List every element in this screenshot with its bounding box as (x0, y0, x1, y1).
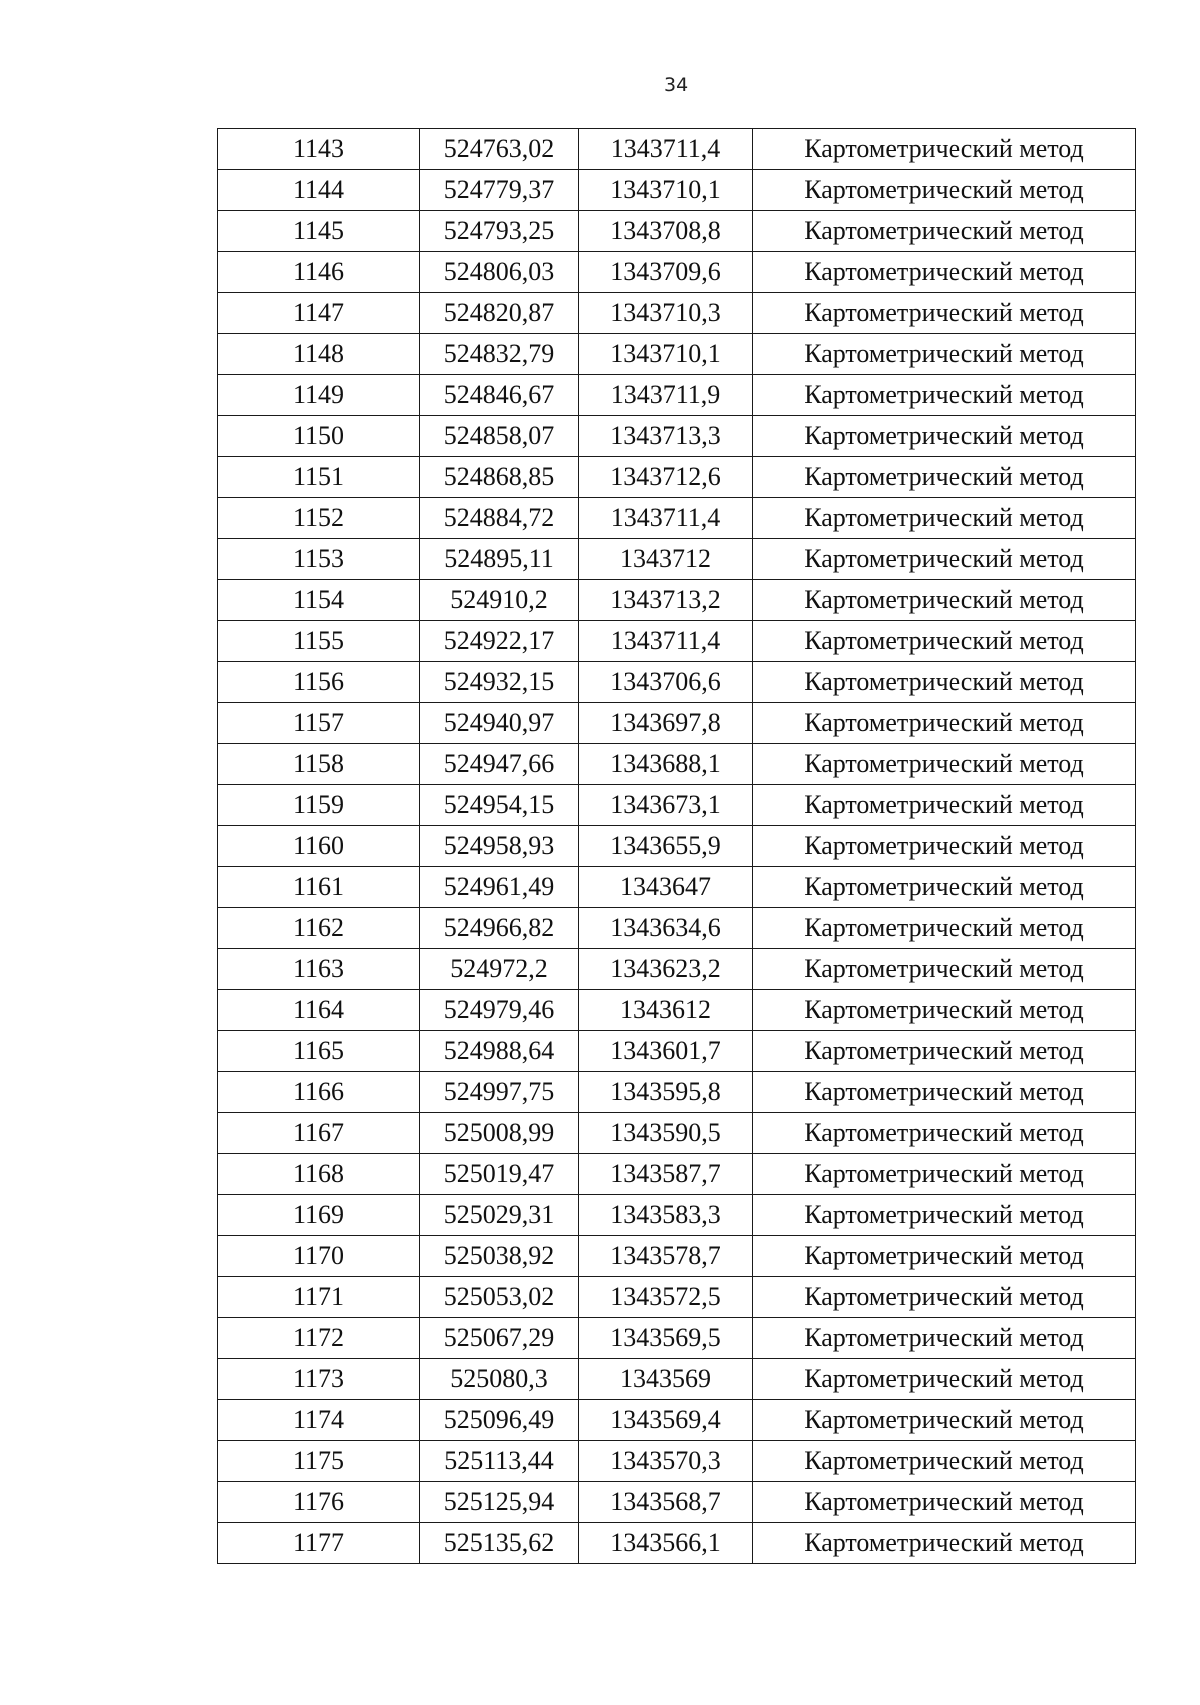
point-number-cell: 1172 (218, 1318, 420, 1359)
y-coordinate-cell: 1343706,6 (579, 662, 753, 703)
table-row (218, 457, 1136, 498)
x-coordinate-cell: 525038,92 (420, 1236, 579, 1277)
table-row (218, 1154, 1136, 1195)
x-coordinate-cell: 524947,66 (420, 744, 579, 785)
table-row (218, 252, 1136, 293)
y-coordinate-cell: 1343578,7 (579, 1236, 753, 1277)
point-number-cell: 1160 (218, 826, 420, 867)
method-cell: Картометрический метод (753, 908, 1136, 949)
coordinates-table (217, 128, 1136, 1564)
point-number-cell: 1168 (218, 1154, 420, 1195)
x-coordinate-cell: 524806,03 (420, 252, 579, 293)
x-coordinate-cell: 524997,75 (420, 1072, 579, 1113)
y-coordinate-cell: 1343710,1 (579, 170, 753, 211)
method-cell: Картометрический метод (753, 1031, 1136, 1072)
method-cell: Картометрический метод (753, 416, 1136, 457)
method-cell: Картометрический метод (753, 211, 1136, 252)
point-number-cell: 1144 (218, 170, 420, 211)
method-cell: Картометрический метод (753, 334, 1136, 375)
x-coordinate-cell: 525067,29 (420, 1318, 579, 1359)
point-number-cell: 1162 (218, 908, 420, 949)
y-coordinate-cell: 1343710,1 (579, 334, 753, 375)
y-coordinate-cell: 1343710,3 (579, 293, 753, 334)
x-coordinate-cell: 524954,15 (420, 785, 579, 826)
x-coordinate-cell: 524895,11 (420, 539, 579, 580)
table-row (218, 908, 1136, 949)
table-row (218, 1072, 1136, 1113)
method-cell: Картометрический метод (753, 662, 1136, 703)
y-coordinate-cell: 1343566,1 (579, 1523, 753, 1564)
method-cell: Картометрический метод (753, 1400, 1136, 1441)
y-coordinate-cell: 1343587,7 (579, 1154, 753, 1195)
table-row (218, 826, 1136, 867)
table-row (218, 1195, 1136, 1236)
table-row (218, 293, 1136, 334)
point-number-cell: 1157 (218, 703, 420, 744)
point-number-cell: 1165 (218, 1031, 420, 1072)
point-number-cell: 1156 (218, 662, 420, 703)
x-coordinate-cell: 524793,25 (420, 211, 579, 252)
y-coordinate-cell: 1343688,1 (579, 744, 753, 785)
x-coordinate-cell: 525029,31 (420, 1195, 579, 1236)
y-coordinate-cell: 1343601,7 (579, 1031, 753, 1072)
y-coordinate-cell: 1343569 (579, 1359, 753, 1400)
table-row (218, 744, 1136, 785)
method-cell: Картометрический метод (753, 498, 1136, 539)
y-coordinate-cell: 1343583,3 (579, 1195, 753, 1236)
method-cell: Картометрический метод (753, 457, 1136, 498)
point-number-cell: 1151 (218, 457, 420, 498)
y-coordinate-cell: 1343655,9 (579, 826, 753, 867)
method-cell: Картометрический метод (753, 1154, 1136, 1195)
x-coordinate-cell: 525096,49 (420, 1400, 579, 1441)
point-number-cell: 1150 (218, 416, 420, 457)
x-coordinate-cell: 525125,94 (420, 1482, 579, 1523)
method-cell: Картометрический метод (753, 1359, 1136, 1400)
point-number-cell: 1148 (218, 334, 420, 375)
point-number-cell: 1145 (218, 211, 420, 252)
table-row (218, 1277, 1136, 1318)
method-cell: Картометрический метод (753, 1195, 1136, 1236)
method-cell: Картометрический метод (753, 129, 1136, 170)
table-row (218, 1400, 1136, 1441)
y-coordinate-cell: 1343612 (579, 990, 753, 1031)
coordinates-table-body (218, 129, 1136, 1564)
table-row (218, 1482, 1136, 1523)
table-row (218, 1318, 1136, 1359)
y-coordinate-cell: 1343711,4 (579, 498, 753, 539)
method-cell: Картометрический метод (753, 1113, 1136, 1154)
x-coordinate-cell: 524868,85 (420, 457, 579, 498)
method-cell: Картометрический метод (753, 744, 1136, 785)
method-cell: Картометрический метод (753, 1318, 1136, 1359)
point-number-cell: 1163 (218, 949, 420, 990)
x-coordinate-cell: 525008,99 (420, 1113, 579, 1154)
table-row (218, 129, 1136, 170)
x-coordinate-cell: 525080,3 (420, 1359, 579, 1400)
y-coordinate-cell: 1343568,7 (579, 1482, 753, 1523)
point-number-cell: 1174 (218, 1400, 420, 1441)
point-number-cell: 1177 (218, 1523, 420, 1564)
x-coordinate-cell: 524932,15 (420, 662, 579, 703)
point-number-cell: 1175 (218, 1441, 420, 1482)
point-number-cell: 1155 (218, 621, 420, 662)
x-coordinate-cell: 524966,82 (420, 908, 579, 949)
x-coordinate-cell: 524988,64 (420, 1031, 579, 1072)
y-coordinate-cell: 1343711,4 (579, 621, 753, 662)
table-row (218, 170, 1136, 211)
point-number-cell: 1176 (218, 1482, 420, 1523)
point-number-cell: 1146 (218, 252, 420, 293)
y-coordinate-cell: 1343569,4 (579, 1400, 753, 1441)
y-coordinate-cell: 1343713,2 (579, 580, 753, 621)
table-row (218, 416, 1136, 457)
point-number-cell: 1143 (218, 129, 420, 170)
table-row (218, 1031, 1136, 1072)
y-coordinate-cell: 1343712 (579, 539, 753, 580)
y-coordinate-cell: 1343697,8 (579, 703, 753, 744)
method-cell: Картометрический метод (753, 293, 1136, 334)
table-row (218, 1113, 1136, 1154)
method-cell: Картометрический метод (753, 1482, 1136, 1523)
point-number-cell: 1154 (218, 580, 420, 621)
method-cell: Картометрический метод (753, 621, 1136, 662)
y-coordinate-cell: 1343572,5 (579, 1277, 753, 1318)
table-row (218, 662, 1136, 703)
y-coordinate-cell: 1343709,6 (579, 252, 753, 293)
point-number-cell: 1152 (218, 498, 420, 539)
method-cell: Картометрический метод (753, 1072, 1136, 1113)
point-number-cell: 1170 (218, 1236, 420, 1277)
point-number-cell: 1147 (218, 293, 420, 334)
method-cell: Картометрический метод (753, 867, 1136, 908)
y-coordinate-cell: 1343590,5 (579, 1113, 753, 1154)
table-row (218, 375, 1136, 416)
x-coordinate-cell: 524979,46 (420, 990, 579, 1031)
method-cell: Картометрический метод (753, 170, 1136, 211)
table-row (218, 1523, 1136, 1564)
method-cell: Картометрический метод (753, 826, 1136, 867)
x-coordinate-cell: 524961,49 (420, 867, 579, 908)
y-coordinate-cell: 1343712,6 (579, 457, 753, 498)
y-coordinate-cell: 1343713,3 (579, 416, 753, 457)
point-number-cell: 1158 (218, 744, 420, 785)
x-coordinate-cell: 524858,07 (420, 416, 579, 457)
point-number-cell: 1159 (218, 785, 420, 826)
y-coordinate-cell: 1343711,9 (579, 375, 753, 416)
x-coordinate-cell: 524972,2 (420, 949, 579, 990)
y-coordinate-cell: 1343569,5 (579, 1318, 753, 1359)
y-coordinate-cell: 1343711,4 (579, 129, 753, 170)
y-coordinate-cell: 1343708,8 (579, 211, 753, 252)
x-coordinate-cell: 524846,67 (420, 375, 579, 416)
x-coordinate-cell: 524763,02 (420, 129, 579, 170)
point-number-cell: 1171 (218, 1277, 420, 1318)
x-coordinate-cell: 524922,17 (420, 621, 579, 662)
method-cell: Картометрический метод (753, 1441, 1136, 1482)
x-coordinate-cell: 524940,97 (420, 703, 579, 744)
table-row (218, 580, 1136, 621)
table-row (218, 539, 1136, 580)
x-coordinate-cell: 524832,79 (420, 334, 579, 375)
method-cell: Картометрический метод (753, 375, 1136, 416)
x-coordinate-cell: 524779,37 (420, 170, 579, 211)
method-cell: Картометрический метод (753, 785, 1136, 826)
point-number-cell: 1173 (218, 1359, 420, 1400)
point-number-cell: 1153 (218, 539, 420, 580)
x-coordinate-cell: 525019,47 (420, 1154, 579, 1195)
table-row (218, 785, 1136, 826)
table-row (218, 334, 1136, 375)
table-row (218, 1359, 1136, 1400)
table-row (218, 1441, 1136, 1482)
method-cell: Картометрический метод (753, 580, 1136, 621)
x-coordinate-cell: 525113,44 (420, 1441, 579, 1482)
table-row (218, 703, 1136, 744)
table-row (218, 990, 1136, 1031)
y-coordinate-cell: 1343570,3 (579, 1441, 753, 1482)
point-number-cell: 1164 (218, 990, 420, 1031)
point-number-cell: 1149 (218, 375, 420, 416)
y-coordinate-cell: 1343673,1 (579, 785, 753, 826)
x-coordinate-cell: 525135,62 (420, 1523, 579, 1564)
method-cell: Картометрический метод (753, 990, 1136, 1031)
x-coordinate-cell: 524910,2 (420, 580, 579, 621)
method-cell: Картометрический метод (753, 1236, 1136, 1277)
table-row (218, 211, 1136, 252)
table-row (218, 498, 1136, 539)
y-coordinate-cell: 1343647 (579, 867, 753, 908)
table-row (218, 621, 1136, 662)
method-cell: Картометрический метод (753, 949, 1136, 990)
y-coordinate-cell: 1343623,2 (579, 949, 753, 990)
page-number: 34 (664, 74, 689, 96)
x-coordinate-cell: 525053,02 (420, 1277, 579, 1318)
method-cell: Картометрический метод (753, 703, 1136, 744)
y-coordinate-cell: 1343595,8 (579, 1072, 753, 1113)
point-number-cell: 1166 (218, 1072, 420, 1113)
method-cell: Картометрический метод (753, 1277, 1136, 1318)
x-coordinate-cell: 524820,87 (420, 293, 579, 334)
x-coordinate-cell: 524884,72 (420, 498, 579, 539)
x-coordinate-cell: 524958,93 (420, 826, 579, 867)
method-cell: Картометрический метод (753, 252, 1136, 293)
point-number-cell: 1169 (218, 1195, 420, 1236)
point-number-cell: 1161 (218, 867, 420, 908)
table-row (218, 1236, 1136, 1277)
point-number-cell: 1167 (218, 1113, 420, 1154)
y-coordinate-cell: 1343634,6 (579, 908, 753, 949)
method-cell: Картометрический метод (753, 1523, 1136, 1564)
table-row (218, 949, 1136, 990)
method-cell: Картометрический метод (753, 539, 1136, 580)
table-row (218, 867, 1136, 908)
